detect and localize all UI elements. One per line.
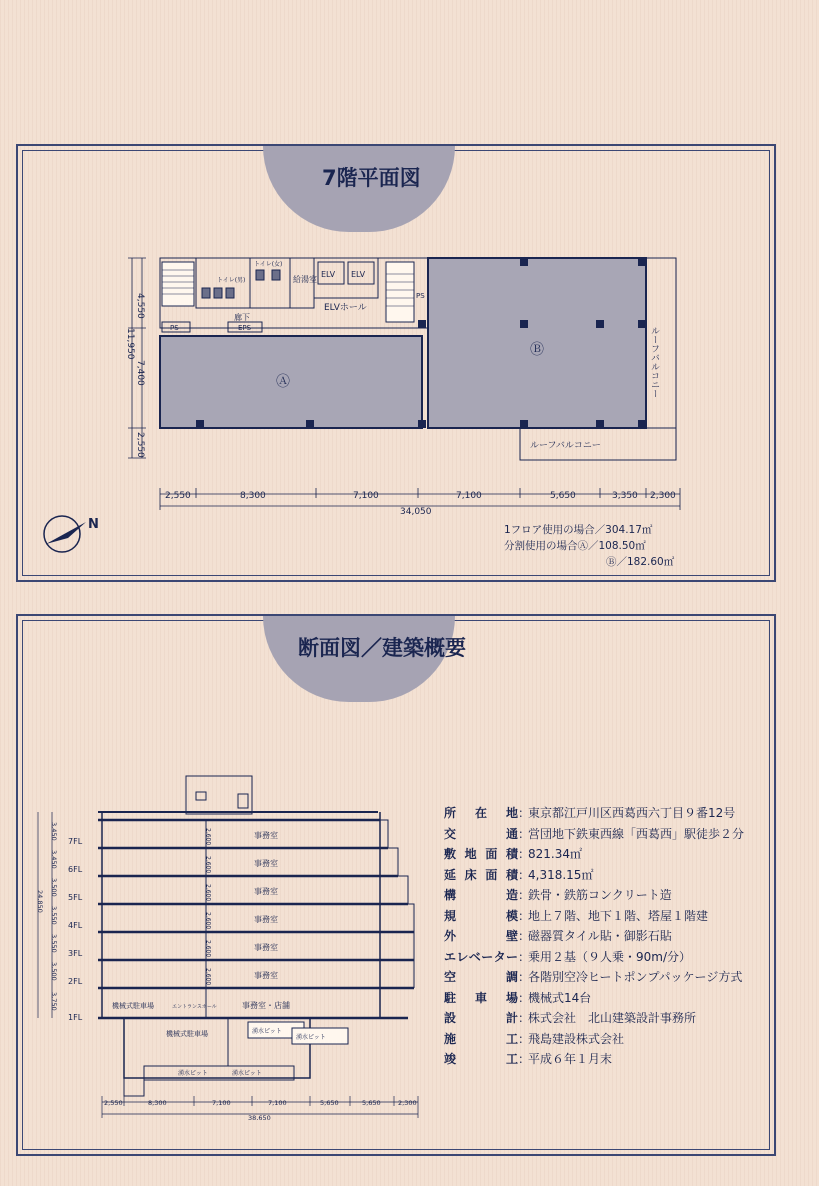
spec-row: 構造 ： 鉄骨・鉄筋コンクリート造	[444, 888, 672, 902]
dim-left-6: 3,500	[50, 962, 58, 981]
label-ps-right: PS	[416, 292, 425, 300]
stair-right	[386, 262, 414, 322]
spec-row: 竣工 ： 平成６年１月末	[444, 1052, 613, 1066]
height-6: 2,600	[204, 856, 212, 874]
dim-left-2: 3,450	[50, 850, 58, 869]
area-full: 1フロア使用の場合／304.17㎡	[504, 524, 653, 536]
north-arrow-icon	[42, 510, 102, 558]
sdim-h-7: 2,300	[398, 1099, 417, 1107]
sdim-h-5: 5,650	[320, 1099, 339, 1107]
section-drawing	[28, 770, 428, 1120]
sdim-h-6: 5,650	[362, 1099, 381, 1107]
water-pit-4: 湧水ピット	[232, 1070, 262, 1077]
label-ps-left: PS	[170, 324, 179, 332]
label-toilet-women: トイレ(女)	[254, 261, 283, 268]
dim-v-1: 4,550	[135, 293, 145, 319]
label-corridor: 廊下	[234, 313, 250, 322]
office-5f: 事務室	[254, 887, 278, 896]
office-3f: 事務室	[254, 943, 278, 952]
spec-row: 延床面積 ： 4,318.15㎡	[444, 867, 594, 882]
spec-row: エレベーター ： 乗用２基（９人乗・90m/分）	[444, 949, 692, 964]
office-shop-1f: 事務室・店舗	[242, 1001, 290, 1010]
height-7: 2,600	[204, 828, 212, 846]
water-pit-2: 湧水ピット	[296, 1034, 326, 1041]
floor-plan-title: 7階平面図	[322, 166, 421, 190]
water-pit-1: 湧水ピット	[252, 1028, 282, 1035]
label-roof-balcony-bottom: ルーフバルコニー	[530, 441, 601, 451]
dim-h-7: 2,300	[650, 491, 676, 501]
height-5: 2,600	[204, 884, 212, 902]
label-elv-1: ELV	[321, 270, 336, 279]
sdim-h-3: 7,100	[212, 1099, 231, 1107]
label-area-b: Ⓑ	[530, 342, 544, 358]
dim-h-4: 7,100	[456, 491, 482, 501]
dim-left-4: 3,550	[50, 906, 58, 925]
label-kitchen: 給湯室	[293, 275, 317, 284]
dim-h-total: 34,050	[400, 507, 432, 517]
label-eps: EPS	[238, 324, 252, 332]
dim-v-2: 7,400	[135, 360, 145, 386]
sdim-h-total: 38,650	[248, 1114, 271, 1120]
spec-row: 施工 ： 飛島建設株式会社	[444, 1031, 625, 1046]
label-elv-2: ELV	[351, 270, 366, 279]
north-label: N	[88, 517, 99, 532]
height-2: 2,600	[204, 968, 212, 986]
spec-row: 空調 ： 各階別空冷ヒートポンプパッケージ方式	[444, 970, 743, 984]
dim-h-1: 2,550	[165, 491, 191, 501]
dim-left-3: 3,500	[50, 878, 58, 897]
sdim-h-4: 7,100	[268, 1099, 287, 1107]
dim-h-6: 3,350	[612, 491, 638, 501]
floor-2fl: 2FL	[68, 977, 83, 986]
dim-h-3: 7,100	[353, 491, 379, 501]
spec-row: 敷地面積 ： 821.34㎡	[444, 847, 582, 861]
area-split-a: 分割使用の場合Ⓐ／108.50㎡	[504, 540, 646, 552]
floor-3fl: 3FL	[68, 949, 83, 958]
spec-row: 交通 ： 営団地下鉄東西線「西葛西」駅徒歩２分	[444, 826, 745, 841]
parking-b1: 機械式駐車場	[166, 1030, 208, 1038]
height-4: 2,600	[204, 912, 212, 930]
label-elv-hall: ELVホール	[324, 303, 367, 313]
office-7f: 事務室	[254, 831, 278, 840]
label-area-a: Ⓐ	[276, 374, 290, 390]
water-pit-3: 湧水ピット	[178, 1070, 208, 1077]
dim-left-5: 3,550	[50, 934, 58, 953]
section-title: 断面図／建築概要	[298, 636, 466, 660]
area-split-b: Ⓑ／182.60㎡	[606, 556, 675, 568]
floor-6fl: 6FL	[68, 865, 83, 874]
office-area-a	[160, 336, 422, 428]
label-toilet-men: トイレ(男)	[217, 277, 246, 284]
spec-row: 駐車場 ： 機械式14台	[444, 990, 592, 1005]
parking-1f: 機械式駐車場	[112, 1002, 154, 1010]
spec-row: 所在地 ： 東京都江戸川区西葛西六丁目９番12号	[444, 806, 736, 820]
dim-h-5: 5,650	[550, 491, 576, 501]
label-roof-balcony-right: ルーフバルコニー	[649, 326, 659, 398]
stair-left	[162, 262, 194, 306]
dim-left-total: 24,850	[36, 890, 44, 913]
dim-left-1: 3,450	[50, 822, 58, 841]
office-2f: 事務室	[254, 971, 278, 980]
area-notes	[504, 522, 674, 570]
height-3: 2,600	[204, 940, 212, 958]
entrance-hall: エントランスホール	[172, 1004, 217, 1010]
floor-5fl: 5FL	[68, 893, 83, 902]
office-6f: 事務室	[254, 859, 278, 868]
floor-1fl: 1FL	[68, 1013, 83, 1022]
office-4f: 事務室	[254, 915, 278, 924]
floor-4fl: 4FL	[68, 921, 83, 930]
sdim-h-2: 8,300	[148, 1099, 167, 1107]
floor-7fl: 7FL	[68, 837, 83, 846]
spec-row: 設計 ： 株式会社 北山建築設計事務所	[444, 1011, 697, 1025]
floor-plan-drawing	[110, 248, 690, 518]
dim-left-7: 3,750	[50, 992, 58, 1011]
spec-row: 規模 ： 地上７階、地下１階、塔屋１階建	[444, 908, 709, 923]
dim-v-total: 11,950	[125, 328, 135, 360]
building-spec-list	[444, 803, 766, 1070]
dim-h-2: 8,300	[240, 491, 266, 501]
dim-v-3: 2,550	[135, 432, 145, 458]
spec-row: 外壁 ： 磁器質タイル貼・御影石貼	[444, 929, 672, 943]
sdim-h-1: 2,550	[104, 1099, 123, 1107]
